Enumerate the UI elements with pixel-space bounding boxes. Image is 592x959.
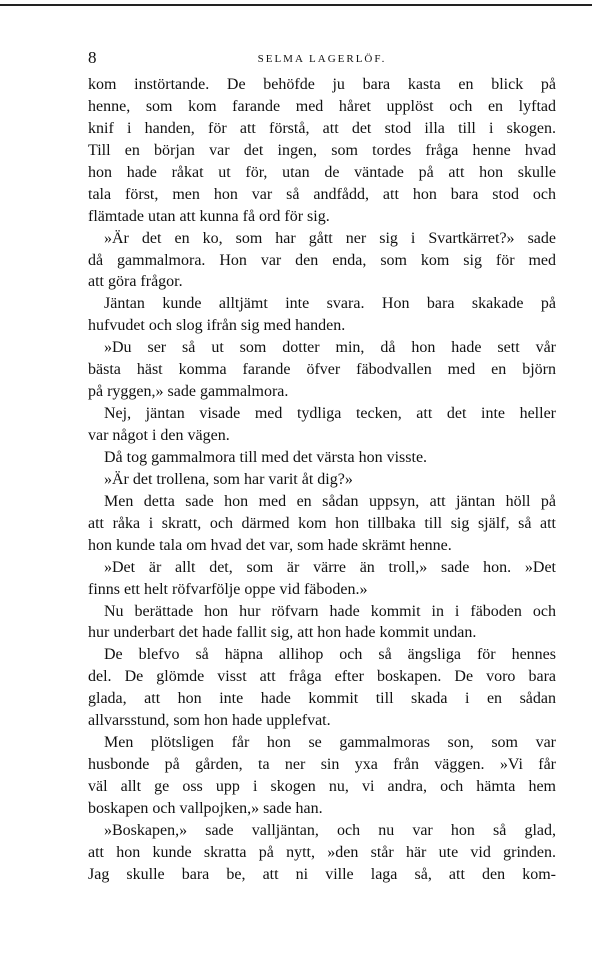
text-line: bästa häst komma farande öfver fäbodvallen med en björn (88, 361, 556, 379)
text-line: »Det är allt det, som är värre än troll,» sade hon. »Det (104, 558, 556, 576)
text-line: på ryggen,» sade gammalmora. (88, 383, 289, 401)
text-line: knif i handen, för att förstå, att det stod illa till i skogen. (88, 119, 556, 137)
text-line: Men detta sade hon med en sådan uppsyn, att jäntan höll på (104, 492, 556, 510)
text-line: husbonde på gården, ta ner sin yxa från väggen. »Vi får (88, 756, 556, 774)
text-line: De blefvo så häpna allihop och så ängsliga för hennes (104, 646, 556, 664)
text-line: »Du ser så ut som dotter min, då hon hade sett vår (104, 339, 556, 357)
text-line: hur underbart det hade fallit sig, att hon hade kommit undan. (88, 624, 477, 642)
text-line: Nej, jäntan visade med tydliga tecken, att det inte heller (104, 405, 556, 423)
text-line: finns ett helt röfvarfölje oppe vid fäboden.» (88, 580, 368, 598)
text-line: del. De glömde visst att fråga efter boskapen. De voro bara (88, 668, 556, 686)
text-line: väl allt ge oss upp i skogen nu, vi andra, och hämta hem (88, 778, 556, 795)
text-line: hufvudet och slog ifrån sig med handen. (88, 317, 346, 335)
text-line: boskapen och vallpojken,» sade han. (88, 799, 323, 817)
text-line: flämtade utan att kunna få ord för sig. (88, 207, 330, 225)
text-line: hon hade råkat ut för, utan de väntade på att hon skulle (88, 163, 556, 181)
text-line: då gammalmora. Hon var den enda, som kom sig för med (88, 251, 556, 269)
text-line: att göra frågor. (88, 273, 183, 291)
top-rule (0, 4, 592, 6)
text-line: Nu berättade hon hur röfvarn hade kommit in i fäboden och (104, 602, 556, 620)
text-line: var något i den vägen. (88, 427, 230, 444)
running-head: SELMA LAGERLÖF. (257, 53, 387, 65)
text-line: tala först, men hon var så andfådd, att hon bara stod och (88, 185, 556, 203)
text-line: »Boskapen,» sade valljäntan, och nu var hon så glad, (104, 821, 556, 839)
text-line: att hon kunde skratta på nytt, »den står här ute vid grinden. (88, 843, 556, 861)
page-number: 8 (88, 48, 97, 67)
text-line: »Är det en ko, som har gått ner sig i Svartkärret?» sade (104, 229, 556, 247)
text-line: Jag skulle bara be, att ni ville laga så, att den kom- (88, 865, 556, 883)
text-line: Jäntan kunde alltjämt inte svara. Hon bara skakade på (104, 295, 556, 313)
text-line: Till en början var det ingen, som tordes fråga henne hvad (88, 141, 556, 159)
text-line: kom instörtande. De behöfde ju bara kasta en blick på (88, 76, 556, 93)
text-line: Då tog gammalmora till med det värsta hon visste. (104, 448, 428, 466)
text-line: hon kunde tala om hvad det var, som hade skrämt henne. (88, 536, 452, 554)
text-line: allvarsstund, som hon hade upplefvat. (88, 712, 331, 730)
text-line: Men plötsligen får hon se gammalmoras son, som var (104, 734, 556, 752)
text-line: glada, att hon inte hade kommit till skada i en sådan (88, 690, 556, 708)
text-line: att råka i skratt, och därmed kom hon tillbaka till sig själf, så att (88, 514, 556, 532)
text-line: »Är det trollena, som har varit åt dig?» (104, 470, 353, 488)
text-line: henne, som kom farande med håret upplöst och en lyftad (88, 97, 556, 115)
body-text (88, 74, 556, 886)
page-header (88, 47, 556, 69)
